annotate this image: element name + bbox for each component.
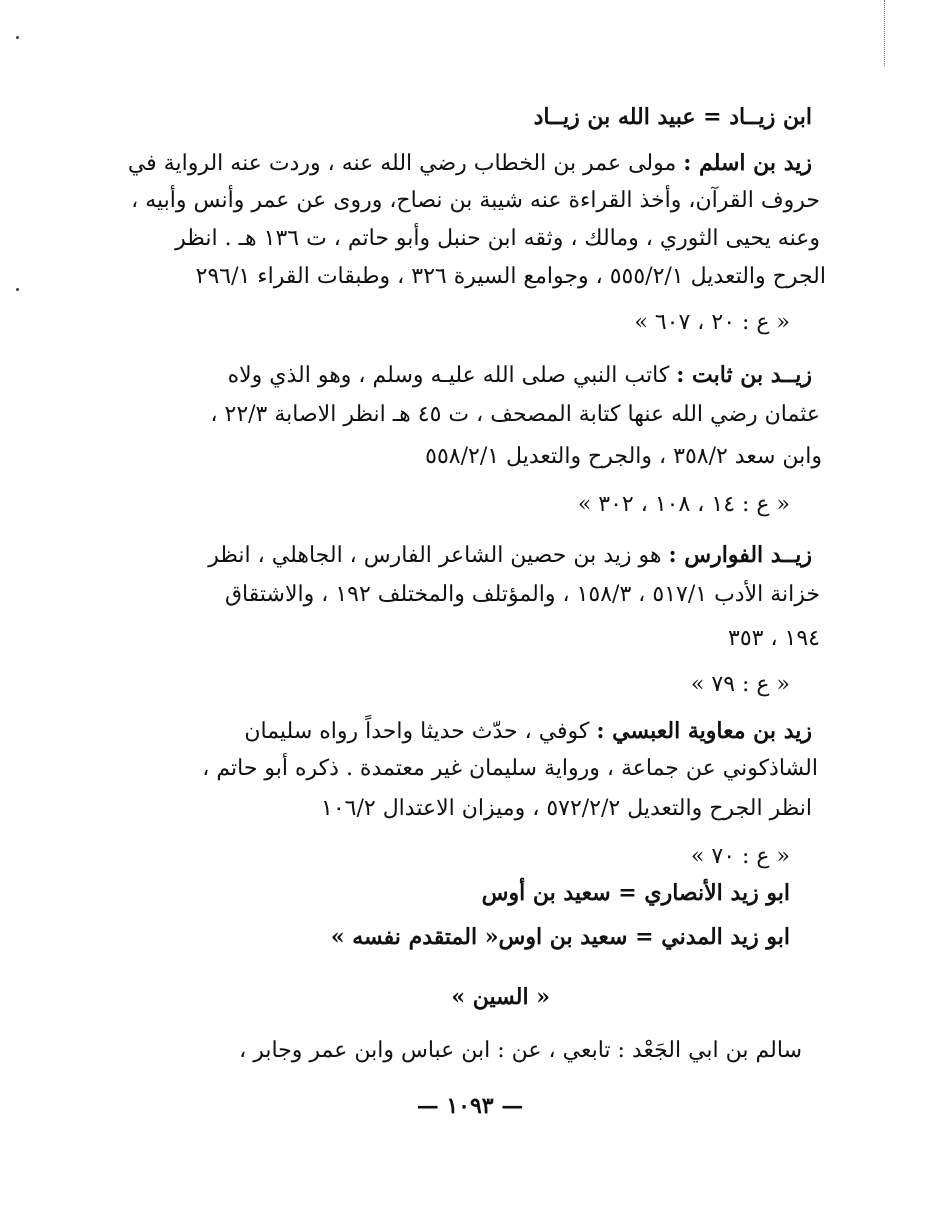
entry-name: زيــد بن ثابت :: [676, 362, 812, 388]
cross-ref-abu-zayd-al-ansari: ابو زيد الأنصاري = سعيد بن أوس: [481, 880, 790, 906]
entry-zayd-ibn-thabit-index: « ع : ١٤ ، ١٠٨ ، ٣٠٢ »: [577, 492, 790, 517]
entry-salim-ibn-abi-al-jad: سالم بن ابي الجَعْد : تابعي ، عن : ابن عباس وابن عمر وجابر ،: [239, 1038, 802, 1063]
entry-zayd-ibn-aslam-index: « ع : ٢٠ ، ٦٠٧ »: [634, 310, 790, 335]
scan-speck: [16, 288, 19, 291]
entry-ibn-ziyad-heading: ابن زيــاد = عبيد الله بن زيــاد: [533, 104, 812, 130]
entry-zayd-ibn-thabit-line-1: زيــد بن ثابت : كاتب النبي صلى الله عليـه وسلم ، وهو الذي ولاه: [227, 362, 812, 388]
cross-ref-abu-zayd-al-madani: ابو زيد المدني = سعيد بن اوس« المتقدم نفسه »: [330, 924, 790, 950]
entry-zayd-ibn-muawiya-line-2: الشاذكوني عن جماعة ، ورواية سليمان غير معتمدة . ذكره أبو حاتم ،: [202, 756, 818, 781]
scan-speck: [16, 36, 19, 39]
entry-zayd-ibn-muawiya-line-3: انظر الجرح والتعديل ٥٧٢/٢/٢ ، وميزان الاعتدال ١٠٦/٢: [321, 796, 812, 821]
entry-zayd-ibn-aslam-line-1: زيد بن اسلم : مولى عمر بن الخطاب رضي الله عنه ، وردت عنه الرواية في: [127, 150, 812, 176]
entry-name: زيد بن اسلم :: [683, 150, 812, 176]
entry-zayd-al-fawaris-line-2: خزانة الأدب ٥١٧/١ ، ١٥٨/٣ ، والمؤتلف والمختلف ١٩٢ ، والاشتقاق: [224, 582, 820, 607]
scan-edge-mark: [884, 0, 888, 66]
entry-name: زيد بن معاوية العبسي :: [596, 718, 812, 744]
entry-zayd-ibn-muawiya-line-1: زيد بن معاوية العبسي : كوفي ، حدّث حديثا واحداً رواه سليمان: [244, 718, 812, 744]
entry-zayd-ibn-muawiya-index: « ع : ٧٠ »: [690, 844, 790, 869]
page-number: — ١٠٩٣ —: [416, 1093, 524, 1119]
entry-zayd-ibn-thabit-line-2: عثمان رضي الله عنها كتابة المصحف ، ت ٤٥ هـ انظر الاصابة ٢٢/٣ ،: [210, 402, 820, 427]
entry-zayd-al-fawaris-index: « ع : ٧٩ »: [690, 672, 790, 697]
entry-zayd-al-fawaris-line-3: ١٩٤ ، ٣٥٣: [728, 626, 820, 651]
section-heading-sin: « السين »: [451, 984, 550, 1010]
entry-name: زيــد الفوارس :: [668, 542, 812, 568]
entry-zayd-ibn-thabit-line-3: وابن سعد ٣٥٨/٢ ، والجرح والتعديل ٥٥٨/٢/١: [425, 444, 822, 469]
entry-zayd-al-fawaris-line-1: زيــد الفوارس : هو زيد بن حصين الشاعر الفارس ، الجاهلي ، انظر: [208, 542, 812, 568]
entry-zayd-ibn-aslam-line-2: حروف القرآن، وأخذ القراءة عنه شيبة بن نصاح، وروى عن عمر وأنس وأبيه ،: [131, 188, 820, 213]
entry-zayd-ibn-aslam-line-4: الجرح والتعديل ٥٥٥/٢/١ ، وجوامع السيرة ٣٢٦ ، وطبقات القراء ٢٩٦/١: [195, 264, 826, 289]
entry-zayd-ibn-aslam-line-3: وعنه يحيى الثوري ، ومالك ، وثقه ابن حنبل وأبو حاتم ، ت ١٣٦ هـ . انظر: [175, 226, 820, 251]
